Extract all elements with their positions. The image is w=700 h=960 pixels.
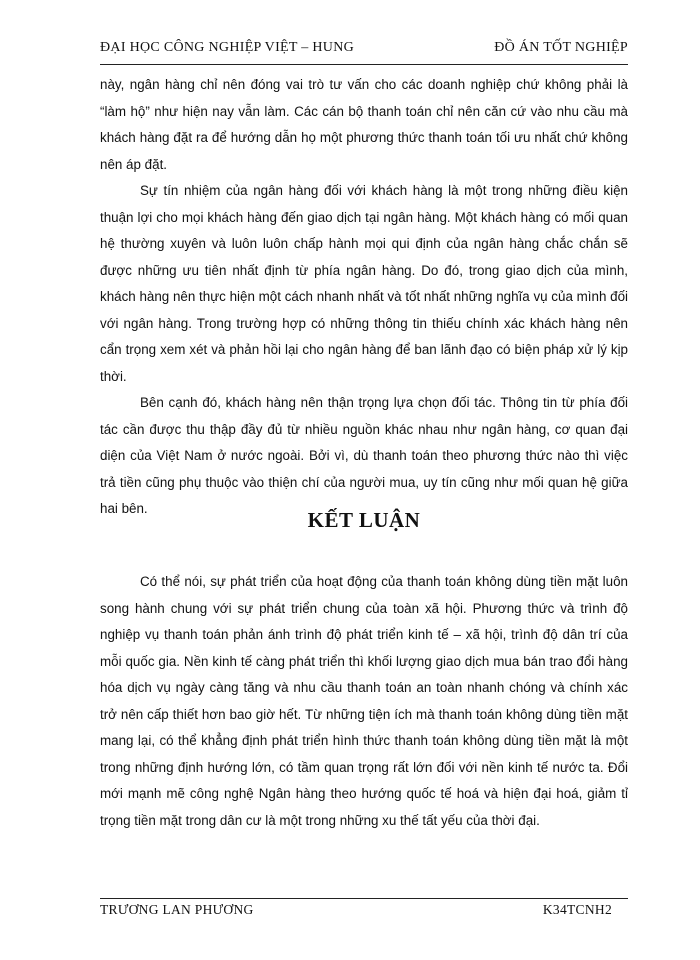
- footer-class-code: K34TCNH2: [542, 902, 612, 917]
- paragraph-continuation: này, ngân hàng chỉ nên đóng vai trò tư vấn cho các doanh nghiệp chứ không phải là “làm hộ” như hiện nay vẫn làm. Các cán bộ thanh toán chỉ nên căn cứ vào nhu cầu mà khách hàng đặt ra để hướng dẫn họ một phương thức thanh toán tối ưu nhất chứ không nên áp đặt.: [100, 77, 628, 172]
- header-institution: ĐẠI HỌC CÔNG NGHIỆP VIỆT – HUNG: [100, 40, 355, 55]
- header-document-type: ĐỒ ÁN TỐT NGHIỆP: [494, 40, 628, 55]
- page-footer: [100, 902, 628, 922]
- body-text: [100, 72, 628, 523]
- conclusion-paragraph: Có thể nói, sự phát triển của hoạt động của thanh toán không dùng tiền mặt luôn song hành chung với sự phát triển chung của toàn xã hội. Phương thức và trình độ nghiệp vụ thanh toán phản ánh trình độ phát triển kinh tế – xã hội, trình độ dân trí của mỗi quốc gia. Nền kinh tế càng phát triển thì khối lượng giao dịch mua bán trao đổi hàng hóa dịch vụ ngày càng tăng và nhu cầu thanh toán an toàn nhanh chóng và chính xác trở nên cấp thiết hơn bao giờ hết. Từ những tiện ích mà thanh toán không dùng tiền mặt mang lại, có thể khẳng định phát triển hình thức thanh toán không dùng tiền mặt là một trong những định hướng lớn, có tầm quan trọng rất lớn đối với nền kinh tế nước ta. Đổi mới mạnh mẽ công nghệ Ngân hàng theo hướng quốc tế hoá và hiện đại hoá, giảm tỉ trọng tiền mặt trong dân cư là một trong những xu thế tất yếu của thời đại.: [100, 574, 628, 828]
- footer-author: TRƯƠNG LAN PHƯƠNG: [100, 902, 254, 917]
- conclusion-heading: KẾT LUẬN: [307, 508, 421, 532]
- paragraph-bank-trust: Sự tín nhiệm của ngân hàng đối với khách hàng là một trong những điều kiện thuận lợi cho mọi khách hàng đến giao dịch tại ngân hàng. Một khách hàng có mối quan hệ thường xuyên và luôn luôn chấp hành mọi qui định của ngân hàng chắc chắn sẽ được những ưu tiên nhất định từ phía ngân hàng. Do đó, trong giao dịch của mình, khách hàng nên thực hiện một cách nhanh nhất và tốt nhất những nghĩa vụ của mình đối với ngân hàng. Trong trường hợp có những thông tin thiếu chính xác khách hàng nên cẩn trọng xem xét và phản hồi lại cho ngân hàng để ban lãnh đạo có biện pháp xử lý kịp thời.: [100, 183, 628, 384]
- conclusion-body: [100, 569, 628, 834]
- footer-divider: [100, 898, 628, 899]
- paragraph-partner-selection: Bên cạnh đó, khách hàng nên thận trọng lựa chọn đối tác. Thông tin từ phía đối tác cần được thu thập đầy đủ từ nhiều nguồn khác nhau như ngân hàng, cơ quan đại diện của Việt Nam ở nước ngoài. Bởi vì, dù thanh toán theo phương thức nào thì việc trả tiền cũng phụ thuộc vào thiện chí của người mua, uy tín cũng như mối quan hệ giữa hai bên.: [100, 395, 628, 516]
- header-divider: [100, 64, 628, 65]
- page-header: [100, 40, 628, 62]
